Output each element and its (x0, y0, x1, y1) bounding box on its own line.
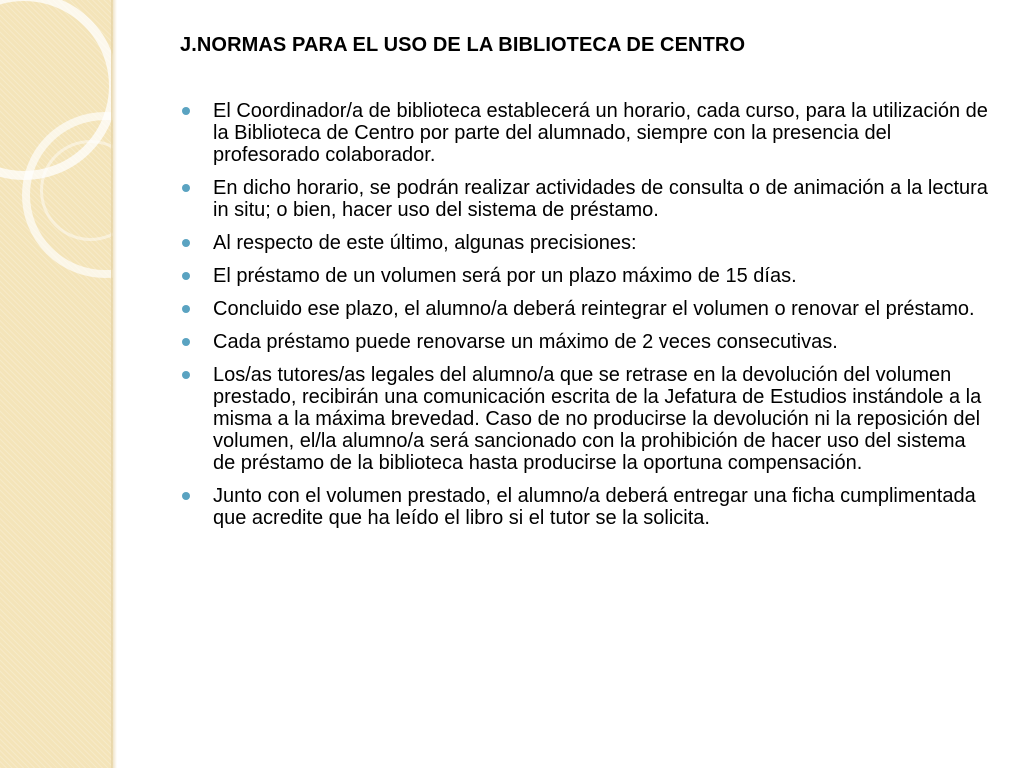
decorative-side-panel (0, 0, 113, 768)
list-item (213, 331, 988, 353)
list-item-text: El préstamo de un volumen será por un plazo máximo de 15 días. (213, 265, 797, 287)
bullet-icon (182, 338, 190, 346)
side-panel-edge (111, 0, 117, 768)
list-item-text: Concluido ese plazo, el alumno/a deberá reintegrar el volumen o renovar el préstamo. (213, 298, 975, 320)
list-item (213, 100, 988, 166)
bullet-icon (182, 371, 190, 379)
bullet-icon (182, 272, 190, 280)
list-item (213, 265, 988, 287)
list-item (213, 364, 988, 474)
list-item-text: Al respecto de este último, algunas precisiones: (213, 232, 637, 254)
bullet-icon (182, 492, 190, 500)
list-item (213, 232, 988, 254)
rules-list (213, 100, 988, 540)
list-item (213, 177, 988, 221)
list-item-text: Junto con el volumen prestado, el alumno/a deberá entregar una ficha cumplimentada que acredite que ha leído el libro si el tutor se la solicita. (213, 485, 976, 529)
bullet-icon (182, 184, 190, 192)
bullet-icon (182, 239, 190, 247)
list-item-text: El Coordinador/a de biblioteca establecerá un horario, cada curso, para la utilización de la Biblioteca de Centro por parte del alumnado, siempre con la presencia del profesorado colaborador. (213, 100, 988, 166)
list-item-text: Cada préstamo puede renovarse un máximo de 2 veces consecutivas. (213, 331, 838, 353)
list-item-text: En dicho horario, se podrán realizar actividades de consulta o de animación a la lectura in situ; o bien, hacer uso del sistema de préstamo. (213, 177, 988, 221)
slide-title: J.NORMAS PARA EL USO DE LA BIBLIOTECA DE CENTRO (180, 34, 746, 56)
bullet-icon (182, 305, 190, 313)
list-item (213, 485, 988, 529)
list-item (213, 298, 988, 320)
list-item-text: Los/as tutores/as legales del alumno/a que se retrase en la devolución del volumen prestado, recibirán una comunicación escrita de la Jefatura de Estudios instándole a la misma a la máxima brevedad. Caso de no producirse la devolución ni la reposición del volumen, el/la alumno/a será sancionado con la prohibición de hacer uso del sistema de préstamo de la biblioteca hasta producirse la oportuna compensación. (213, 364, 982, 474)
bullet-icon (182, 107, 190, 115)
